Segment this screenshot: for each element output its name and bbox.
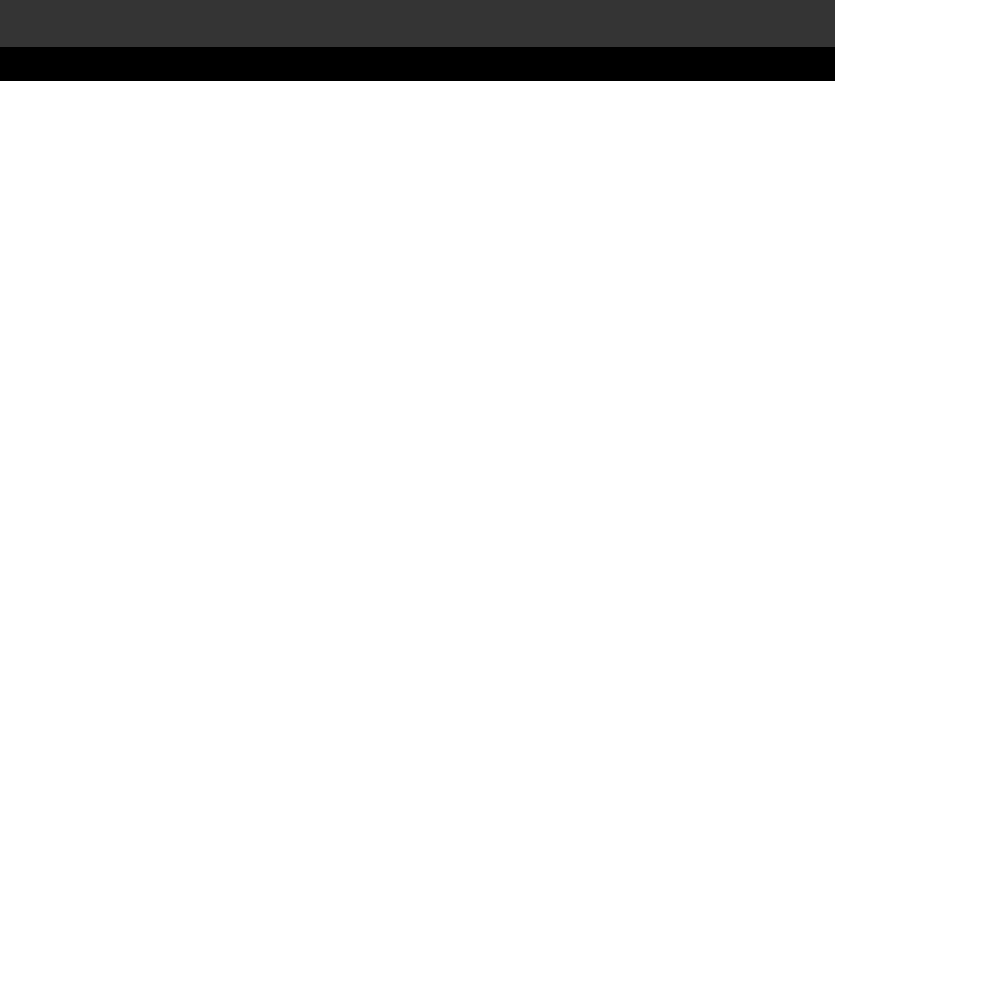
age-group-sidebar [835,0,1000,1000]
conversion-table [0,47,835,81]
table-grid [0,47,835,81]
title-bar [0,0,835,47]
